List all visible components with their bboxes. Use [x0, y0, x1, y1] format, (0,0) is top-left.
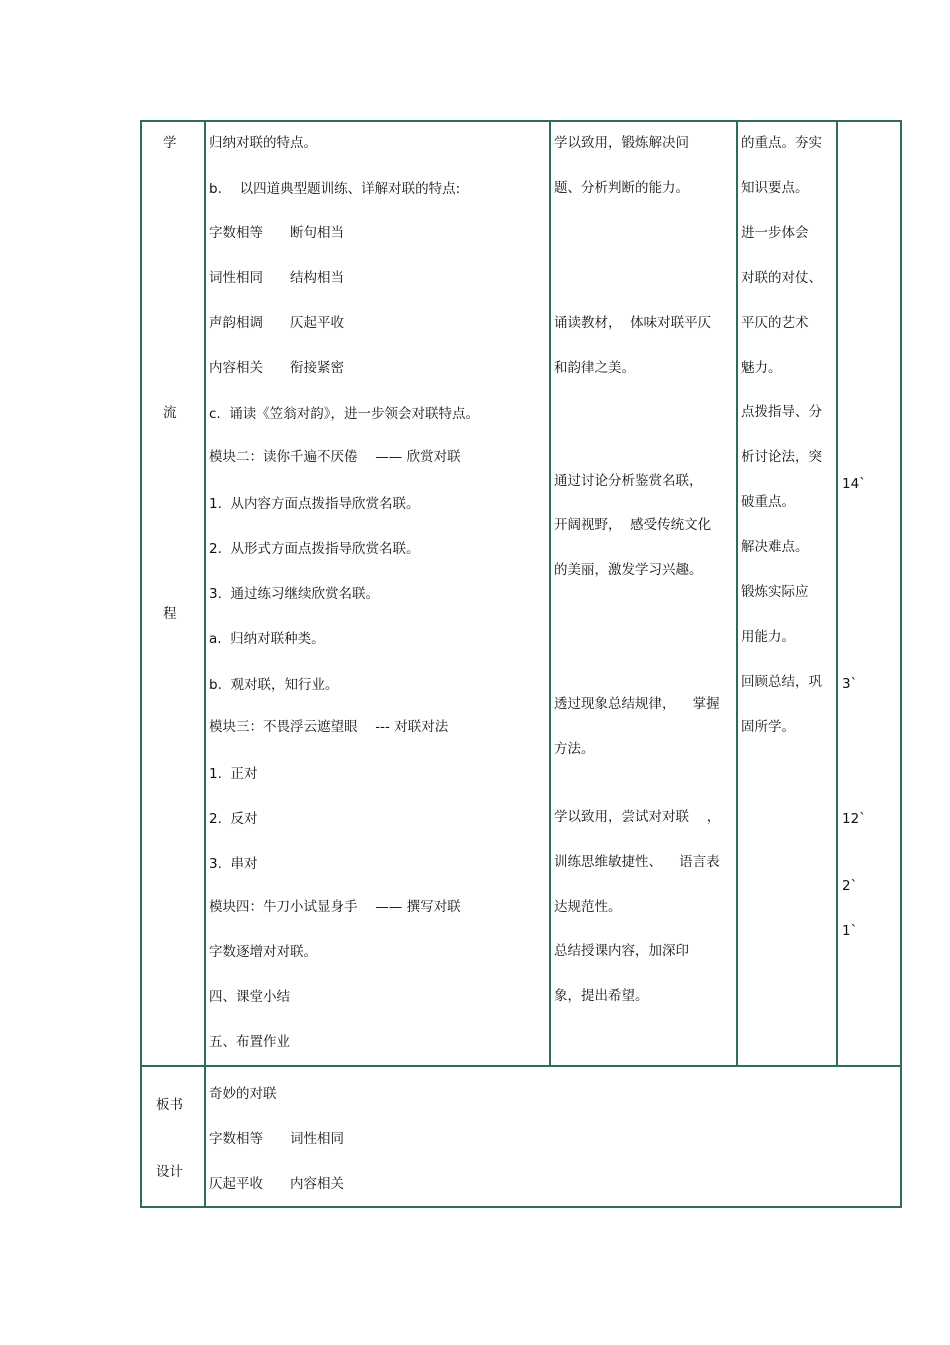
content-line: 1. 从内容方面点拨指导欣赏名联。: [209, 496, 420, 512]
content-line: 归纳对联的特点。: [209, 135, 317, 151]
table-divider-intent: [836, 120, 838, 1066]
board-line: 字数相等 词性相同: [209, 1131, 344, 1147]
table-divider-board: [140, 1065, 902, 1067]
content-line: 2. 从形式方面点拨指导欣赏名联。: [209, 541, 420, 557]
intent-line: 点拨指导、分: [741, 404, 822, 420]
intent-line: 魅力。: [741, 360, 782, 376]
content-line: b. 观对联，知行业。: [209, 677, 339, 693]
table-border-right: [900, 120, 902, 1208]
activity-line: 达规范性。: [554, 899, 622, 915]
content-line: a. 归纳对联种类。: [209, 631, 325, 647]
activity-line: 的美丽，激发学习兴趣。: [554, 562, 703, 578]
activity-line: 训练思维敏捷性、 语言表: [554, 854, 720, 870]
activity-line: 象，提出希望。: [554, 988, 649, 1004]
activity-line: 和韵律之美。: [554, 360, 635, 376]
board-label: 设计: [156, 1164, 183, 1180]
board-line: 仄起平收 内容相关: [209, 1176, 344, 1192]
table-divider-content: [549, 120, 551, 1066]
content-line: 模块二：读你千遍不厌倦 —— 欣赏对联: [209, 449, 461, 465]
content-line: 3. 串对: [209, 856, 258, 872]
activity-line: 学以致用，锻炼解决问: [554, 135, 689, 151]
intent-line: 析讨论法，突: [741, 449, 822, 465]
intent-line: 的重点。夯实: [741, 135, 822, 151]
activity-line: 学以致用，尝试对对联 ，: [554, 809, 721, 825]
table-border-left: [140, 120, 142, 1208]
board-line: 奇妙的对联: [209, 1086, 277, 1102]
time-value: 2`: [842, 878, 858, 894]
activity-line: 总结授课内容，加深印: [554, 943, 689, 959]
intent-line: 进一步体会: [741, 225, 809, 241]
process-label-char: 学: [163, 135, 177, 151]
table-border-bottom: [140, 1206, 902, 1208]
content-line: b. 以四道典型题训练、详解对联的特点:: [209, 181, 461, 197]
intent-line: 回顾总结，巩: [741, 674, 822, 690]
table-divider-label: [204, 120, 206, 1208]
intent-line: 平仄的艺术: [741, 315, 809, 331]
content-line: 3. 通过练习继续欣赏名联。: [209, 586, 379, 602]
time-value: 3`: [842, 676, 858, 692]
intent-line: 破重点。: [741, 494, 795, 510]
content-line: 声韵相调 仄起平收: [209, 315, 344, 331]
content-line: c. 诵读《笠翁对韵》，进一步领会对联特点。: [209, 406, 480, 422]
table-border-top: [140, 120, 902, 122]
content-line: 2. 反对: [209, 811, 258, 827]
intent-line: 解决难点。: [741, 539, 809, 555]
content-line: 模块三：不畏浮云遮望眼 --- 对联对法: [209, 719, 449, 735]
time-value: 1`: [842, 923, 858, 939]
process-label-char: 程: [163, 606, 177, 622]
content-line: 1. 正对: [209, 766, 258, 782]
content-line: 模块四：牛刀小试显身手 —— 撰写对联: [209, 899, 461, 915]
intent-line: 固所学。: [741, 719, 795, 735]
activity-line: 通过讨论分析鉴赏名联，: [554, 473, 703, 489]
activity-line: 诵读教材， 体味对联平仄: [554, 315, 712, 331]
activity-line: 方法。: [554, 741, 595, 757]
activity-line: 透过现象总结规律， 掌握: [554, 696, 720, 712]
intent-line: 用能力。: [741, 629, 795, 645]
time-value: 14`: [842, 476, 866, 492]
content-line: 内容相关 衔接紧密: [209, 360, 344, 376]
activity-line: 开阔视野， 感受传统文化: [554, 517, 712, 533]
time-value: 12`: [842, 811, 866, 827]
content-line: 四、课堂小结: [209, 989, 290, 1005]
content-line: 字数相等 断句相当: [209, 225, 344, 241]
content-line: 五、布置作业: [209, 1034, 290, 1050]
intent-line: 知识要点。: [741, 180, 809, 196]
content-line: 词性相同 结构相当: [209, 270, 344, 286]
content-line: 字数逐增对对联。: [209, 944, 317, 960]
activity-line: 题、分析判断的能力。: [554, 180, 689, 196]
board-label: 板书: [156, 1097, 183, 1113]
process-label-char: 流: [163, 405, 177, 421]
intent-line: 对联的对仗、: [741, 270, 822, 286]
table-divider-activity: [736, 120, 738, 1066]
intent-line: 锻炼实际应: [741, 584, 809, 600]
